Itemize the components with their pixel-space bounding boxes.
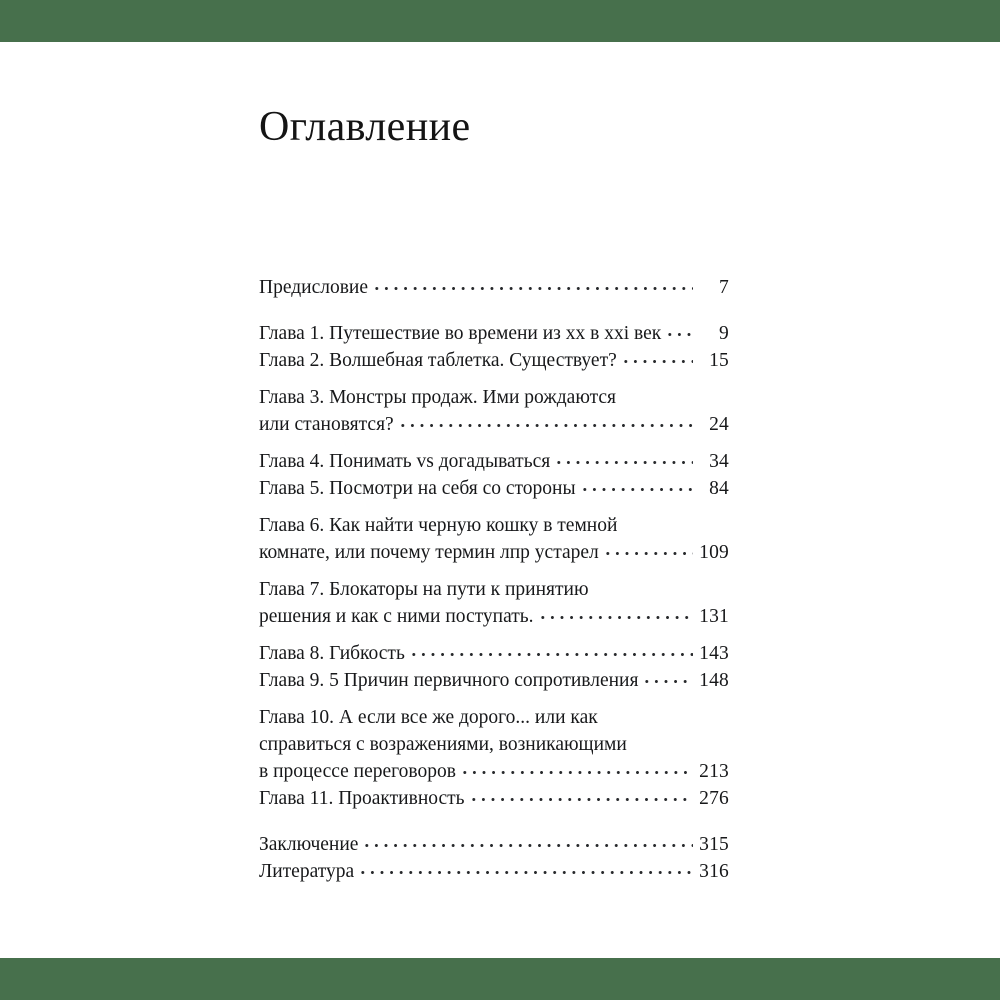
dot-leader <box>554 451 693 467</box>
toc-entry-title-line: Глава 7. Блокаторы на пути к принятию <box>259 579 589 600</box>
toc-entry-chapter-11[interactable] <box>259 785 729 812</box>
toc-entry-leader-line <box>259 640 729 667</box>
toc-entry-chapter-3[interactable] <box>259 384 729 438</box>
toc-entry-page-number: 34 <box>709 451 729 472</box>
toc-entry-title-line: решения и как с ними поступать. <box>259 606 534 627</box>
page-sheet <box>0 42 1000 958</box>
toc-entry-title-line: комнате, или почему термин лпр устарел <box>259 542 599 563</box>
toc-entry-page-number: 15 <box>709 350 729 371</box>
toc-entry-leader-line <box>259 785 729 812</box>
toc-entry-conclusion[interactable] <box>259 831 729 858</box>
toc-entry-page-number: 24 <box>709 414 729 435</box>
toc-entry-title-line: Глава 4. Понимать vs догадываться <box>259 451 551 472</box>
dot-leader <box>642 670 693 686</box>
toc-entry-chapter-8[interactable] <box>259 640 729 667</box>
toc-entry-title-line: Глава 5. Посмотри на себя со стороны <box>259 478 576 499</box>
toc-entry-page-number: 148 <box>699 670 729 691</box>
toc-entry-chapter-9[interactable] <box>259 667 729 694</box>
toc-entry-bibliography[interactable] <box>259 858 729 885</box>
toc-entry-title-line: Глава 1. Путешествие во времени из xx в xxi век <box>259 323 662 344</box>
dot-leader <box>603 542 693 558</box>
toc-entry-title-line: Глава 8. Гибкость <box>259 643 405 664</box>
toc-entry-page-number: 109 <box>699 542 729 563</box>
toc-entry-chapter-7[interactable] <box>259 576 729 630</box>
toc-entry-title-line: справиться с возражениями, возникающими <box>259 734 627 755</box>
toc-entry-leader-line <box>259 758 729 785</box>
toc-entry-page-number: 9 <box>719 323 729 344</box>
dot-leader <box>409 643 693 659</box>
toc-entry-title-line: или становятся? <box>259 414 394 435</box>
toc-entry-page-number: 143 <box>699 643 729 664</box>
toc-entry-leader-line <box>259 831 729 858</box>
toc-entry-chapter-5[interactable] <box>259 475 729 502</box>
toc-entry-leader-line <box>259 603 729 630</box>
toc-entry-title-line: Глава 9. 5 Причин первичного сопротивления <box>259 670 639 691</box>
page-title: Оглавление <box>259 104 471 151</box>
toc-entry-leader-line <box>259 858 729 885</box>
dot-leader <box>358 861 693 877</box>
dot-leader <box>372 277 693 293</box>
toc-entry-leader-line <box>259 347 729 374</box>
top-green-band <box>0 0 1000 42</box>
dot-leader <box>580 478 693 494</box>
toc-entry-title-line: Заключение <box>259 834 359 855</box>
toc-entry-leader-line <box>259 667 729 694</box>
bottom-green-band <box>0 958 1000 1000</box>
toc-entry-chapter-2[interactable] <box>259 347 729 374</box>
toc-entry-chapter-10[interactable] <box>259 704 729 785</box>
toc-entry-leader-line <box>259 411 729 438</box>
toc-entry-page-number: 84 <box>709 478 729 499</box>
toc-entry-title-line: Предисловие <box>259 277 369 298</box>
dot-leader <box>398 414 693 430</box>
toc-entry-title-line: Глава 2. Волшебная таблетка. Существует? <box>259 350 617 371</box>
toc-entry-title-line: Литература <box>259 861 355 882</box>
toc-entry-leader-line <box>259 475 729 502</box>
toc-entry-title-line: Глава 6. Как найти черную кошку в темной <box>259 515 618 536</box>
toc-entry-leader-line <box>259 320 729 347</box>
toc-entry-title-line: Глава 11. Проактивность <box>259 788 465 809</box>
toc-entry-page-number: 131 <box>699 606 729 627</box>
dot-leader <box>460 761 693 777</box>
toc-entry-chapter-4[interactable] <box>259 448 729 475</box>
table-of-contents-list <box>259 274 729 885</box>
dot-leader <box>621 350 693 366</box>
toc-entry-title-line: Глава 10. А если все же дорого... или как <box>259 707 598 728</box>
dot-leader <box>362 834 693 850</box>
toc-entry-preface[interactable] <box>259 274 729 301</box>
toc-entry-leader-line <box>259 448 729 475</box>
toc-entry-chapter-1[interactable] <box>259 320 729 347</box>
toc-entry-page-number: 315 <box>699 834 729 855</box>
dot-leader <box>469 788 693 804</box>
toc-entry-page-number: 7 <box>719 277 729 298</box>
toc-entry-page-number: 276 <box>699 788 729 809</box>
toc-entry-leader-line <box>259 539 729 566</box>
toc-entry-title-line: Глава 3. Монстры продаж. Ими рождаются <box>259 387 617 408</box>
toc-entry-leader-line <box>259 274 729 301</box>
toc-entry-chapter-6[interactable] <box>259 512 729 566</box>
toc-entry-page-number: 213 <box>699 761 729 782</box>
toc-entry-title-line: в процессе переговоров <box>259 761 456 782</box>
dot-leader <box>665 323 693 339</box>
dot-leader <box>538 606 693 622</box>
toc-entry-page-number: 316 <box>699 861 729 882</box>
